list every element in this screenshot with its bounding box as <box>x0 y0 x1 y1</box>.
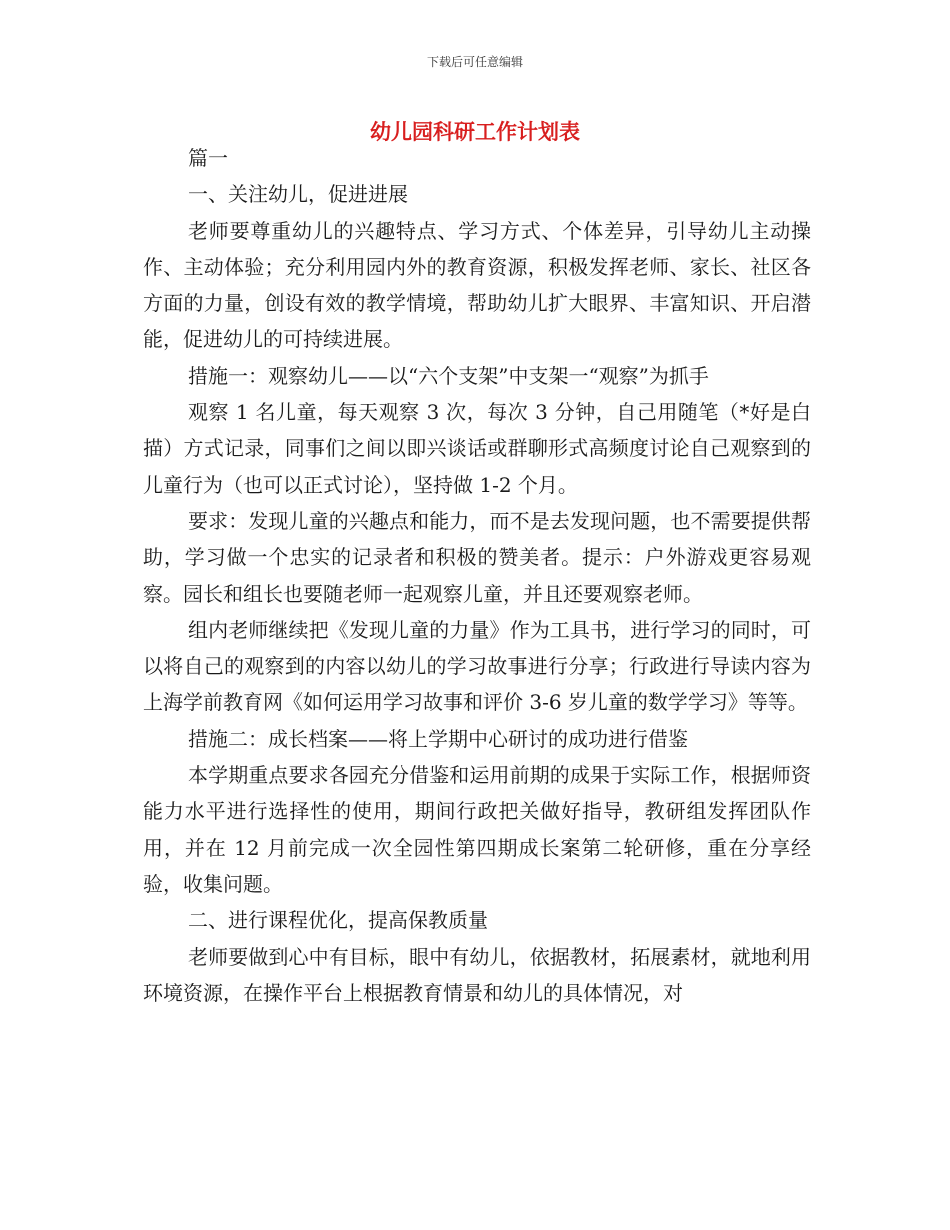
document-body <box>143 140 811 1011</box>
page-header: 下载后可任意编辑 <box>426 55 523 69</box>
paragraph: 老师要做到心中有目标，眼中有幼儿，依据教材，拓展素材，就地利用环境资源，在操作平台上根据教育情景和幼儿的具体情况，对 <box>143 944 811 1005</box>
section-heading-1: 一、关注幼儿，促进进展 <box>188 182 408 207</box>
paragraph: 组内老师继续把《发现儿童的力量》作为工具书，进行学习的同时，可以将自己的观察到的内容以幼儿的学习故事进行分享；行政进行导读内容为上海学前教育网《如何运用学习故事和评价 3-6 岁儿童的数学学习》等等。 <box>143 617 811 715</box>
paragraph: 老师要尊重幼儿的兴趣特点、学习方式、个体差异，引导幼儿主动操作、主动体验；充分利用园内外的教育资源，积极发挥老师、家长、社区各方面的力量，创设有效的教学情境，帮助幼儿扩大眼界、丰富知识、开启潜能，促进幼儿的可持续进展。 <box>143 218 811 352</box>
section-label: 篇一 <box>188 146 228 170</box>
paragraph: 本学期重点要求各园充分借鉴和运用前期的成果于实际工作，根据师资能力水平进行选择性的使用，期间行政把关做好指导，教研组发挥团队作用，并在 12 月前完成一次全园性第四期成长案第二轮研修，重在分享经验，收集问题。 <box>143 763 811 896</box>
document-title: 幼儿园科研工作计划表 <box>370 119 580 144</box>
section-heading-2: 二、进行课程优化，提高保教质量 <box>188 908 488 933</box>
measure-heading-1: 措施一：观察幼儿——以“六个支架”中支架一“观察”为抓手 <box>188 363 709 388</box>
paragraph: 观察 1 名儿童，每天观察 3 次，每次 3 分钟，自己用随笔（*好是白描）方式记录，同事们之间以即兴谈话或群聊形式高频度讨论自己观察到的儿童行为（也可以正式讨论），坚持做 1-2 个月。 <box>143 400 811 497</box>
paragraph: 要求：发现儿童的兴趣点和能力，而不是去发现问题，也不需要提供帮助，学习做一个忠实的记录者和积极的赞美者。提示：户外游戏更容易观察。园长和组长也要随老师一起观察儿童，并且还要观察老师。 <box>143 508 811 606</box>
measure-heading-2: 措施二：成长档案——将上学期中心研讨的成功进行借鉴 <box>188 726 688 751</box>
